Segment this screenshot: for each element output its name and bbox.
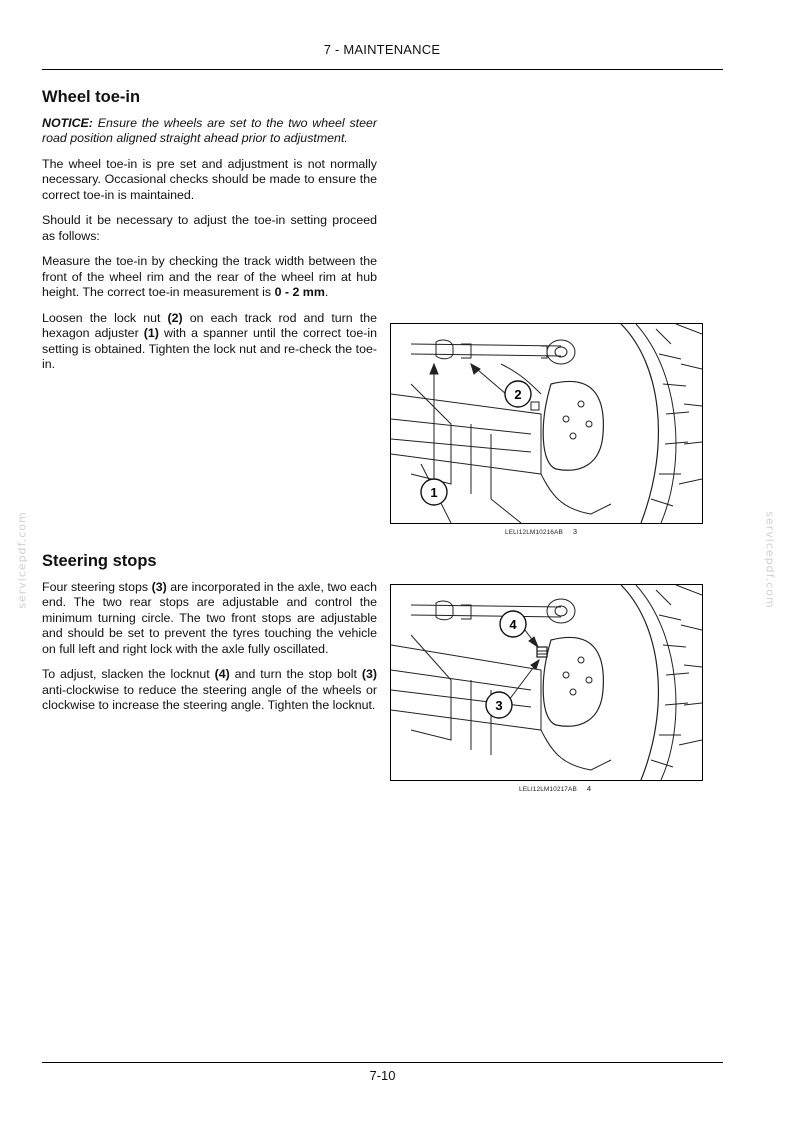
- figure-code: LELI12LM10217AB: [519, 786, 577, 793]
- text-run: anti-clockwise to reduce the steering angle of the wheels or clockwise to increase the steering angle. Tighten the locknut.: [42, 682, 377, 712]
- figure-steering-stops: [390, 584, 703, 781]
- page-header: 7 - MAINTENANCE: [323, 42, 441, 57]
- figure-caption: [505, 527, 577, 536]
- callout-4: [500, 611, 526, 637]
- body-paragraph: Should it be necessary to adjust the toe-in setting proceed as follows:: [42, 213, 377, 243]
- steering-stop-illustration: [391, 585, 702, 780]
- toe-in-illustration: [391, 324, 702, 523]
- callout-3: [486, 692, 512, 718]
- section-heading: Wheel toe-in: [42, 88, 141, 106]
- callout-label: 2: [514, 387, 522, 402]
- toe-in-value: 0 - 2 mm: [274, 285, 325, 299]
- text-run: are incorporated in the axle, two each end. The two rear stops are adjustable and control the minimum turning circle. The two front stops are adjustable and should be set to prevent the tyres touching the vehicle on full left and right lock with the axle fully oscillated.: [42, 579, 377, 656]
- watermark-left: servicepdf.com: [15, 511, 29, 609]
- callout-label: 4: [509, 617, 517, 632]
- callout-1: [421, 479, 447, 505]
- header-rule: [42, 69, 723, 70]
- body-paragraph: [42, 667, 377, 714]
- notice-paragraph: [42, 116, 377, 147]
- notice-label: NOTICE:: [42, 115, 93, 130]
- ref-locknut: (4): [214, 667, 230, 681]
- text-run: Four steering stops: [42, 579, 152, 594]
- section-heading: Steering stops: [42, 552, 157, 570]
- body-paragraph: The wheel toe-in is pre set and adjustment is not normally necessary. Occasional checks should be made to ensure the correct toe-in is maintained.: [42, 156, 377, 202]
- ref-steering-stops: (3): [151, 579, 167, 594]
- figure-code: LELI12LM10216AB: [505, 529, 563, 536]
- watermark-right: servicepdf.com: [763, 511, 777, 609]
- callout-label: 1: [430, 485, 438, 500]
- page-number: 7-10: [369, 1068, 396, 1083]
- text-run: Loosen the lock nut: [42, 310, 168, 325]
- text-run: on each track rod and turn the hexagon adjuster: [42, 310, 377, 340]
- footer-rule: [42, 1062, 723, 1063]
- body-paragraph: [42, 254, 377, 301]
- notice-text: Ensure the wheels are set to the two wheel steer road position aligned straight ahead prior to adjustment.: [42, 115, 377, 145]
- ref-adjuster: (1): [143, 326, 159, 340]
- body-paragraph: [42, 580, 377, 658]
- text-run: .: [324, 285, 329, 299]
- text-run: with a spanner until the correct toe-in setting is obtained. Tighten the lock nut and re-check the toe-in.: [42, 326, 377, 371]
- callout-2: [505, 381, 531, 407]
- callout-label: 3: [495, 698, 503, 713]
- section-steering-stops: [42, 554, 377, 724]
- text-run: and turn the stop bolt: [229, 667, 362, 681]
- ref-lock-nut: (2): [167, 310, 183, 325]
- figure-number: 4: [586, 784, 592, 793]
- text-run: Measure the toe-in by checking the track width between the front of the wheel rim and the rear of the wheel rim at hub height. The correct toe-in measurement is: [42, 254, 377, 299]
- section-wheel-toe-in: [42, 90, 377, 383]
- figure-caption: [519, 784, 591, 793]
- body-paragraph: [42, 311, 377, 373]
- text-run: To adjust, slacken the locknut: [42, 667, 215, 681]
- ref-stop-bolt: (3): [361, 667, 377, 681]
- figure-number: 3: [572, 527, 578, 536]
- figure-toe-in-adjuster: [390, 323, 703, 524]
